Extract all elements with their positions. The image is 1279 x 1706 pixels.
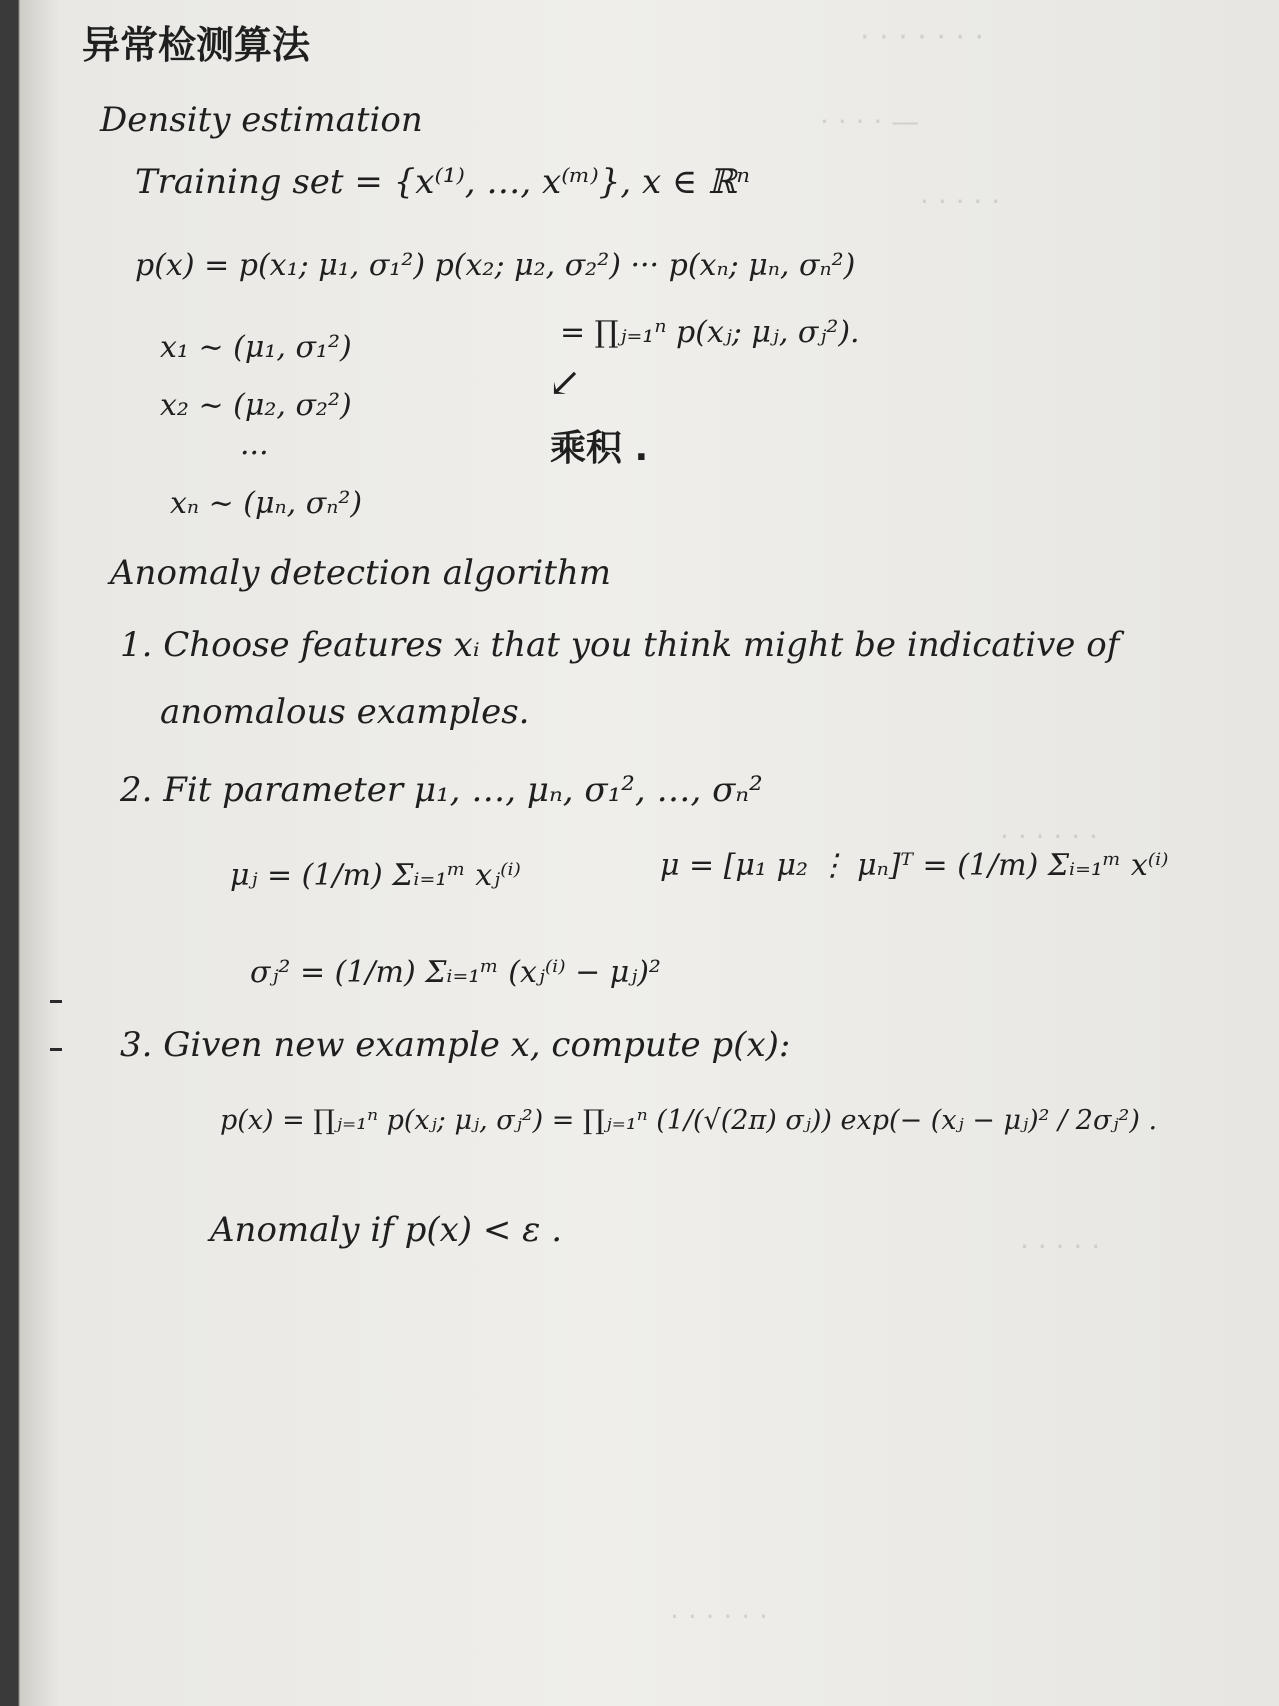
px-product: p(x) = p(x₁; μ₁, σ₁²) p(x₂; μ₂, σ₂²) ··· p(xₙ; μₙ, σₙ²)	[135, 248, 856, 283]
training-set: Training set = {x⁽¹⁾, …, x⁽ᵐ⁾}, x ∈ ℝⁿ	[135, 162, 750, 202]
x2-distribution: x₂ ~ (μ₂, σ₂²)	[160, 388, 352, 423]
xn-distribution: xₙ ~ (μₙ, σₙ²)	[170, 486, 363, 521]
anomaly-rule: Anomaly if p(x) < ε .	[210, 1210, 563, 1250]
bleed-through-3: · · · · ·	[920, 185, 1001, 218]
ellipsis: ···	[240, 436, 269, 471]
step3: 3. Given new example x, compute p(x):	[120, 1025, 791, 1065]
bleed-through-5: · · · · ·	[1020, 1230, 1101, 1263]
step1-line1: 1. Choose features xᵢ that you think might be indicative of	[120, 625, 1120, 665]
bleed-through-4: · · · · · ·	[1000, 820, 1098, 853]
step2: 2. Fit parameter μ₁, …, μₙ, σ₁², …, σₙ²	[120, 770, 763, 810]
product-note: 乘积 .	[550, 428, 649, 469]
x1-distribution: x₁ ~ (μ₁, σ₁²)	[160, 330, 352, 365]
step1-line2: anomalous examples.	[160, 692, 530, 732]
bleed-through-6: · · · · · ·	[670, 1600, 768, 1633]
sigma-j-formula: σⱼ² = (1/m) Σᵢ₌₁ᵐ (xⱼ⁽ⁱ⁾ − μⱼ)²	[250, 955, 661, 990]
margin-mark	[50, 1048, 62, 1051]
mu-vector-formula: μ = [μ₁ μ₂ ⋮ μₙ]ᵀ = (1/m) Σᵢ₌₁ᵐ x⁽ⁱ⁾	[660, 848, 1169, 883]
px-pi: = ∏ⱼ₌₁ⁿ p(xⱼ; μⱼ, σⱼ²).	[560, 315, 860, 350]
algorithm-heading: Anomaly detection algorithm	[110, 553, 612, 593]
bleed-through-2: — · · · ·	[820, 105, 920, 138]
page-title: 异常检测算法	[82, 23, 311, 67]
bleed-through-1: · · · · · · ·	[860, 20, 984, 55]
px-formula: p(x) = ∏ⱼ₌₁ⁿ p(xⱼ; μⱼ, σⱼ²) = ∏ⱼ₌₁ⁿ (1/(√(2π) σⱼ)) exp(− (xⱼ − μⱼ)² / 2σⱼ²) .	[220, 1105, 1158, 1136]
mu-j-formula: μⱼ = (1/m) Σᵢ₌₁ᵐ xⱼ⁽ⁱ⁾	[230, 858, 521, 893]
margin-mark	[50, 1000, 62, 1003]
notebook-page	[20, 0, 1279, 1706]
density-heading: Density estimation	[100, 100, 423, 140]
arrow-icon: ↙	[548, 360, 582, 406]
